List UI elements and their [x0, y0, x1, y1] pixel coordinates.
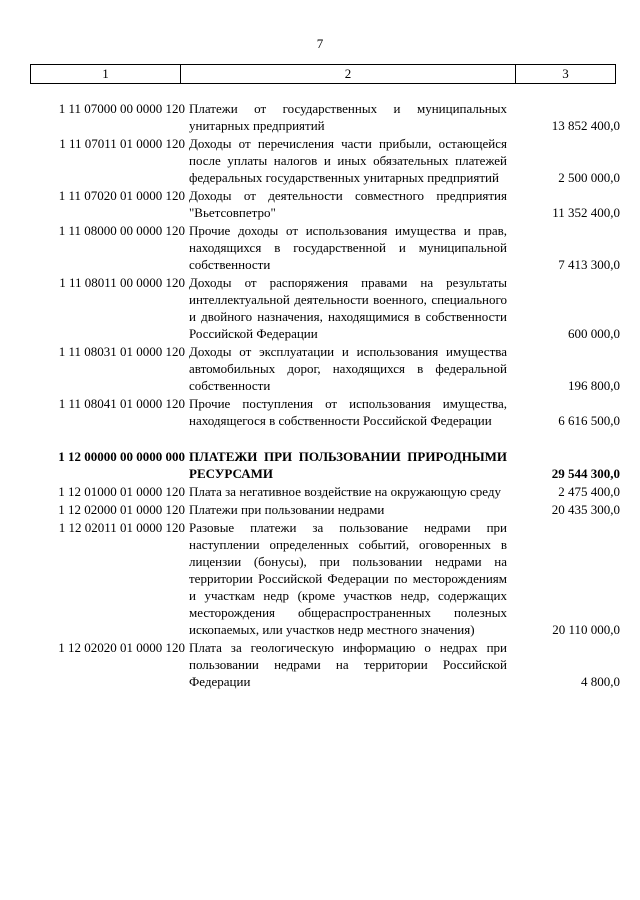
row-description: Доходы от эксплуатации и использования имущества автомобильных дорог, находящихся в федеральной собственности: [189, 344, 507, 393]
row-description: Доходы от распоряжения правами на результаты интеллектуальной деятельности военного, специального и двойного назначения, находящимися в собственности Российской Федерации: [189, 275, 507, 341]
table-row: [30, 343, 620, 394]
row-amount: 4 800,0: [581, 674, 620, 689]
row-description: Прочие доходы от использования имущества и прав, находящихся в государственной и муниципальной собственности: [189, 223, 507, 272]
table-row: [30, 395, 620, 429]
row-amount: 13 852 400,0: [551, 118, 620, 133]
table-row: [30, 519, 620, 638]
row-code: 1 11 07000 00 0000 120: [58, 101, 185, 116]
row-description: Разовые платежи за пользование недрами при наступлении определенных событий, оговоренных в лицензии (бонусы), при пользовании недрами на территории Российской Федерации по месторождениям и участкам недр (кроме участков недр, содержащих месторождения общераспространенных полезных ископаемых, или участков недр местного значения): [189, 520, 507, 637]
row-code: 1 11 08011 00 0000 120: [59, 275, 185, 290]
row-amount: 196 800,0: [568, 378, 620, 393]
table-row: [30, 483, 620, 500]
row-amount: 6 616 500,0: [558, 413, 620, 428]
table-header: [30, 64, 616, 84]
table-row: [30, 135, 620, 186]
table-row: [30, 501, 620, 518]
row-amount: 2 500 000,0: [558, 170, 620, 185]
row-description: Плата за негативное воздействие на окружающую среду: [189, 484, 501, 499]
table-row: [30, 274, 620, 342]
header-col-1: 1: [31, 65, 181, 83]
table-row-section-header: [30, 448, 620, 482]
page-number: 7: [316, 36, 324, 51]
row-code: 1 11 07020 01 0000 120: [58, 188, 185, 203]
row-amount: 7 413 300,0: [558, 257, 620, 272]
header-col-2: 2: [181, 65, 516, 83]
row-code: 1 11 08000 00 0000 120: [58, 223, 185, 238]
row-description: ПЛАТЕЖИ ПРИ ПОЛЬЗОВАНИИ ПРИРОДНЫМИ РЕСУРСАМИ: [189, 449, 507, 481]
row-code: 1 11 08031 01 0000 120: [58, 344, 185, 359]
row-code: 1 12 02000 01 0000 120: [58, 502, 185, 517]
row-description: Платежи при пользовании недрами: [189, 502, 385, 517]
row-description: Доходы от перечисления части прибыли, остающейся после уплаты налогов и иных обязательных платежей федеральных государственных унитарных предприятий: [189, 136, 507, 185]
table-body: [30, 100, 620, 691]
row-code: 1 11 07011 01 0000 120: [59, 136, 185, 151]
row-code: 1 11 08041 01 0000 120: [58, 396, 185, 411]
table-row: [30, 100, 620, 134]
row-description: Доходы от деятельности совместного предприятия "Вьетсовпетро": [189, 188, 507, 220]
table-row: [30, 187, 620, 221]
row-amount: 2 475 400,0: [558, 484, 620, 499]
header-col-3: 3: [562, 66, 569, 81]
row-amount: 600 000,0: [568, 326, 620, 341]
section-gap: [30, 430, 620, 448]
row-code: 1 12 02011 01 0000 120: [58, 520, 185, 535]
table-row: [30, 639, 620, 690]
row-code: 1 12 02020 01 0000 120: [58, 640, 185, 655]
row-description: Прочие поступления от использования имущества, находящегося в собственности Российской Федерации: [189, 396, 507, 428]
row-description: Платежи от государственных и муниципальных унитарных предприятий: [189, 101, 507, 133]
row-amount: 20 110 000,0: [552, 622, 620, 637]
row-amount: 20 435 300,0: [551, 502, 620, 517]
row-code: 1 12 01000 01 0000 120: [58, 484, 185, 499]
table-row: [30, 222, 620, 273]
row-description: Плата за геологическую информацию о недрах при пользовании недрами на территории Российской Федерации: [189, 640, 507, 689]
row-code: 1 12 00000 00 0000 000: [58, 449, 185, 464]
row-amount: 11 352 400,0: [552, 205, 620, 220]
row-amount: 29 544 300,0: [551, 466, 620, 481]
